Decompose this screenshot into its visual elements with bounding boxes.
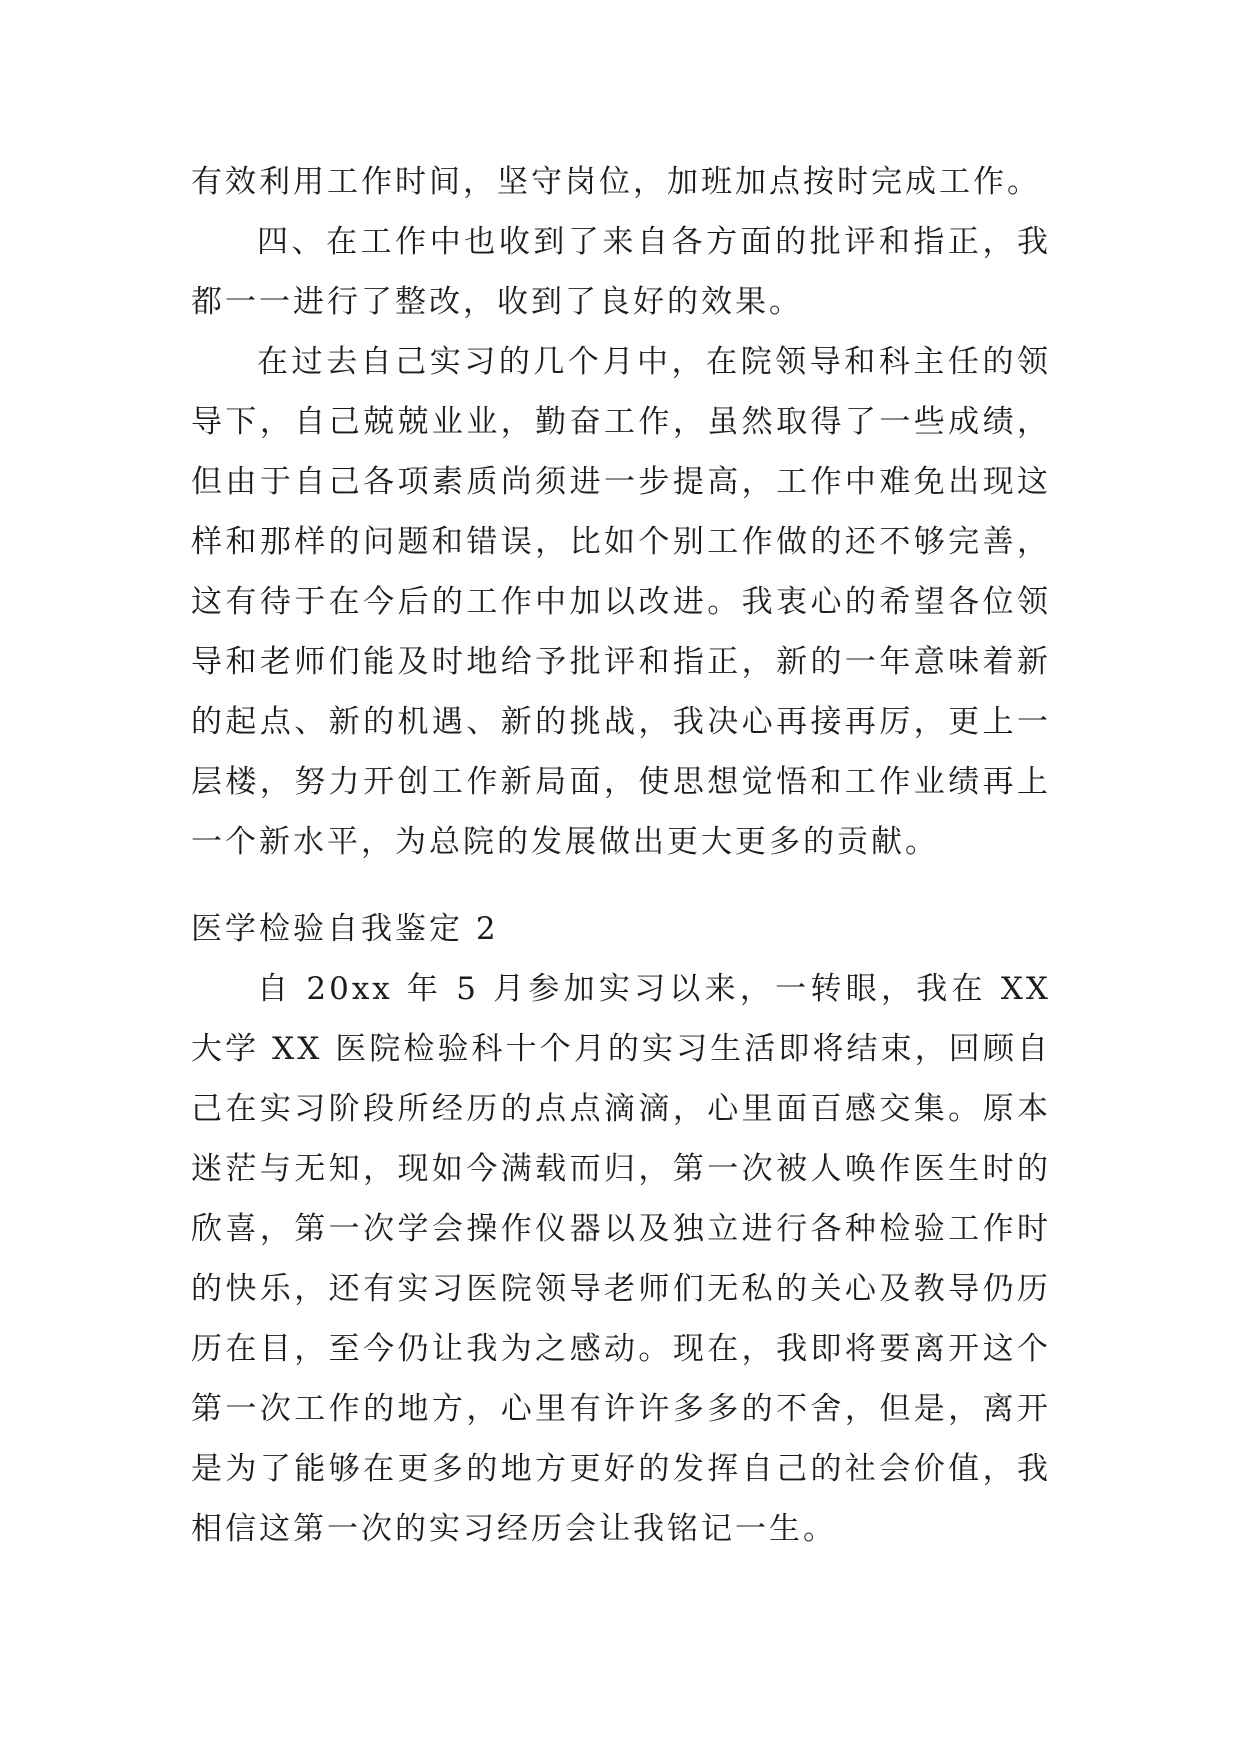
continuation-paragraph: 有效利用工作时间，坚守岗位，加班加点按时完成工作。 (191, 164, 1041, 200)
section-2 (191, 899, 1051, 1559)
section-title: 医学检验自我鉴定 2 (191, 911, 499, 947)
closing-paragraph: 在过去自己实习的几个月中，在院领导和科主任的领导下，自己兢兢业业，勤奋工作，虽然取得了一些成绩，但由于自己各项素质尚须进一步提高，工作中难免出现这样和那样的问题和错误，比如个别工作做的还不够完善，这有待于在今后的工作中加以改进。我衷心的希望各位领导和老师们能及时地给予批评和指正，新的一年意味着新的起点、新的机遇、新的挑战，我决心再接再厉，更上一层楼，努力开创工作新局面，使思想觉悟和工作业绩再上一个新水平，为总院的发展做出更大更多的贡献。 (191, 344, 1051, 860)
section-paragraph: 自 20xx 年 5 月参加实习以来，一转眼，我在 XX 大学 XX 医院检验科十个月的实习生活即将结束，回顾自己在实习阶段所经历的点点滴滴，心里面百感交集。原本迷茫与无知，现如今满载而归，第一次被人唤作医生时的欣喜，第一次学会操作仪器以及独立进行各种检验工作时的快乐，还有实习医院领导老师们无私的关心及教导仍历历在目，至今仍让我为之感动。现在，我即将要离开这个第一次工作的地方，心里有许许多多的不舍，但是，离开是为了能够在更多的地方更好的发挥自己的社会价值，我相信这第一次的实习经历会让我铭记一生。 (191, 971, 1051, 1547)
previous-section-text (191, 152, 1051, 872)
point-four-paragraph: 四、在工作中也收到了来自各方面的批评和指正，我都一一进行了整改，收到了良好的效果。 (191, 224, 1051, 320)
